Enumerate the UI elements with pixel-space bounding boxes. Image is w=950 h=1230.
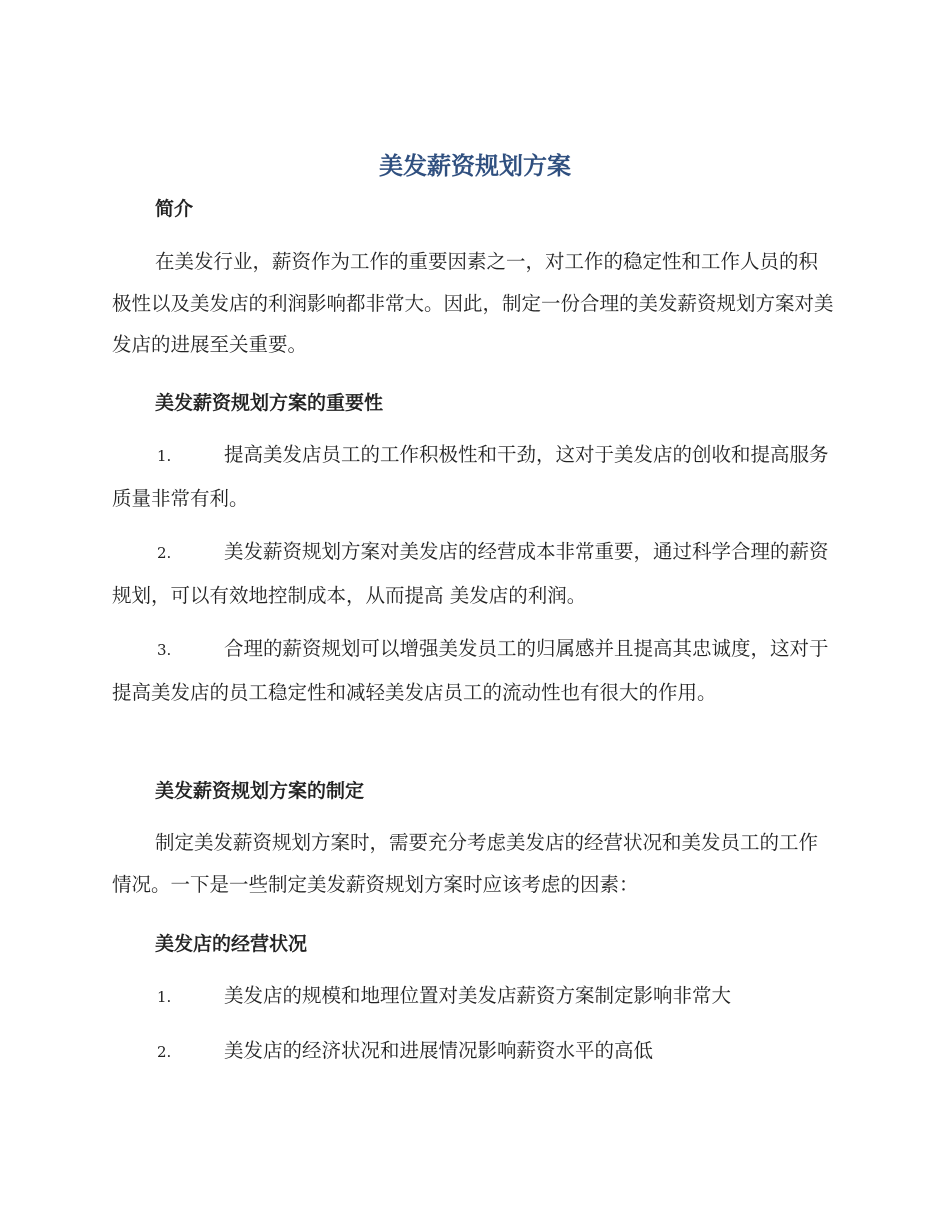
section-heading-formulation: 美发薪资规划方案的制定 bbox=[155, 780, 365, 802]
list-item-text: 美发店的经济状况和进展情况影响薪资水平的高低 bbox=[224, 1039, 654, 1062]
list-item-text: 美发薪资规划方案对美发店的经营成本非常重要，通过科学合理的薪资规划，可以有效地控制成本，从而提高 美发店的利润。 bbox=[112, 540, 829, 607]
intro-paragraph: 在美发行业，薪资作为工作的重要因素之一，对工作的稳定性和工作人员的积极性以及美发店的利润影响都非常大。因此，制定一份合理的美发薪资规划方案对美发店的进展至关重要。 bbox=[112, 250, 834, 356]
list-item-number: 1. bbox=[157, 988, 172, 1006]
document-title: 美发薪资规划方案 bbox=[379, 152, 571, 180]
list-item bbox=[112, 1030, 834, 1074]
list-item-text: 提高美发店员工的工作积极性和干劲，这对于美发店的创收和提高服务质量非常有利。 bbox=[112, 443, 829, 510]
list-item bbox=[112, 975, 834, 1019]
list-item bbox=[112, 531, 834, 616]
list-item-text: 美发店的规模和地理位置对美发店薪资方案制定影响非常大 bbox=[224, 984, 732, 1007]
list-item-number: 3. bbox=[157, 641, 172, 659]
list-item-text: 合理的薪资规划可以增强美发员工的归属感并且提高其忠诚度，这对于提高美发店的员工稳定性和减轻美发店员工的流动性也有很大的作用。 bbox=[112, 637, 829, 704]
list-item-number: 2. bbox=[157, 1043, 172, 1061]
section-heading-intro: 简介 bbox=[155, 198, 194, 220]
section-heading-operations: 美发店的经营状况 bbox=[155, 933, 308, 955]
list-item bbox=[112, 434, 834, 519]
formulation-paragraph: 制定美发薪资规划方案时，需要充分考虑美发店的经营状况和美发员工的工作情况。一下是一些制定美发薪资规划方案时应该考虑的因素： bbox=[112, 831, 819, 896]
list-item-number: 1. bbox=[157, 447, 172, 465]
list-item bbox=[112, 628, 834, 713]
list-item-number: 2. bbox=[157, 544, 172, 562]
section-heading-importance: 美发薪资规划方案的重要性 bbox=[155, 392, 384, 414]
